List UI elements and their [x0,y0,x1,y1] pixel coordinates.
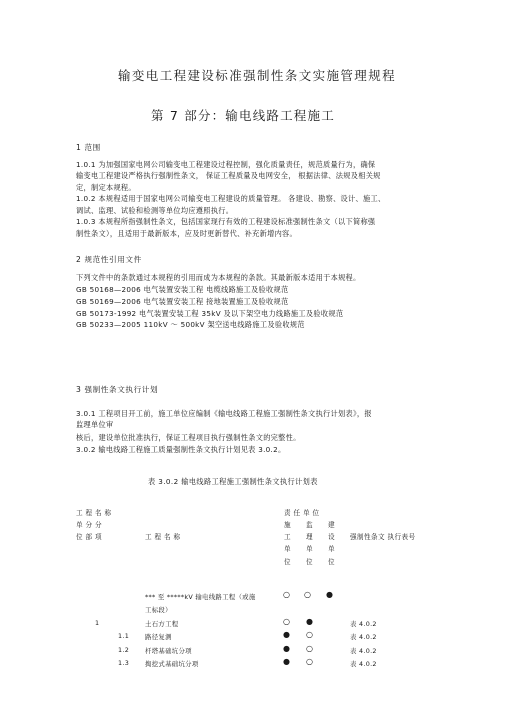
section-2-line-1: 下列文件中的条款通过本规程的引用而成为本规程的条款。其最新版本适用于本规程。 [76,273,361,282]
header-col1-ch3: 单 [284,545,291,553]
header-col2-ch2: 理 [306,533,313,541]
row-mark-construction: ○ [283,617,290,626]
section-1-line-7: 制性条文），且适用于最新版本，应及时更新替代、补充新增内容。 [76,229,298,238]
section-1-line-1: 1.0.1 为加强国家电网公司输变电工程建设过程控制，强化质量责任，规范质量行为，确保 [76,160,376,169]
header-col2-ch1: 监 [306,521,313,529]
row-name: 掏挖式基础坑分项 [145,660,199,668]
header-col3-ch4: 位 [328,558,335,566]
row-code: 1.2 [118,646,130,654]
row-mark-supervision: ○ [306,644,313,653]
document-title: 输变电工程建设标准强制性条文实施管理规程 [118,68,397,83]
row-code: 1.1 [118,632,130,640]
section-1-line-2: 输变电工程建设严格执行强制性条文， 保证工程质量及电网安全， 根据法律、法规及相关规 [76,171,381,180]
row-ref: 表 4.0.2 [350,647,377,655]
row-name: 工标段） [145,606,172,614]
row-mark-supervision: ● [306,617,313,626]
table-header-clause: 强制性条文 执行表号 [350,533,416,541]
section-1-line-5: 调试、监理、试验和检测等单位均应遵照执行。 [76,206,234,215]
section-2-heading: 2 规范性引用文件 [76,255,142,264]
row-mark-construction: ● [283,630,290,639]
header-col3-ch3: 单 [328,545,335,553]
row-name: 土石方工程 [145,620,179,628]
header-col2-ch4: 位 [306,558,313,566]
section-1-line-4: 1.0.2 本规程适用于国家电网公司输变电工程建设的质量管理。 各建设、勘察、设计、施工、 [76,194,386,203]
section-3-line-4: 3.0.2 输电线路工程施工质量强制性条文执行计划见表 3.0.2。 [76,445,286,454]
row-code: 1.3 [118,659,130,667]
section-3-line-1: 3.0.1 工程项目开工前，施工单位应编制《输电线路工程施工强制性条文执行计划表》，报 [76,409,372,418]
section-3-line-2: 监理单位审 [76,420,114,429]
table-header-part-row: 位 部 项 [76,533,102,541]
header-col3-ch2: 设 [328,533,335,541]
header-col1-ch2: 工 [284,533,291,541]
table-header-responsible: 责 任 单 位 [284,509,320,517]
row-mark-supervision: ○ [306,657,313,666]
table-header-col-name: 工 程 名 称 [145,533,181,541]
row-name: *** 至 *****kV 输电线路工程（或施 [145,593,256,601]
table-header-unit-row: 单 分 分 [76,521,102,529]
section-2-ref-1: GB 50168—2006 电气装置安装工程 电缆线路施工及验收规范 [76,285,289,294]
row-mark-construction: ● [283,657,290,666]
section-2-ref-4: GB 50233—2005 110kV ～ 500kV 架空送电线路施工及验收规范 [76,320,305,329]
row-code: 1 [95,619,100,627]
row-ref: 表 4.0.2 [350,660,377,668]
row-mark-supervision: ○ [306,630,313,639]
row-mark-construction: ○ [283,590,290,599]
table-header-project-name: 工 程 名 称 [76,509,112,517]
row-ref: 表 4.0.2 [350,620,377,628]
section-3-line-3: 核后，建设单位批准执行，保证工程项目执行强制性条文的完整性。 [76,433,301,442]
header-col3-ch1: 建 [328,521,335,529]
row-name: 路径复测 [145,633,172,641]
section-1-heading: 1 范围 [76,143,101,152]
row-ref: 表 4.0.2 [350,633,377,641]
section-2-ref-2: GB 50169—2006 电气装置安装工程 接地装置施工及验收规范 [76,297,289,306]
table-caption: 表 3.0.2 输电线路工程施工强制性条文执行计划表 [148,477,318,486]
row-name: 杆塔基础坑分项 [145,647,192,655]
header-col2-ch3: 单 [306,545,313,553]
row-mark-construction: ● [283,644,290,653]
section-3-heading: 3 强制性条文执行计划 [76,385,159,394]
header-col1-ch4: 位 [284,558,291,566]
row-mark-supervision: ○ [304,590,311,599]
header-col1-ch1: 施 [284,521,291,529]
section-1-line-6: 1.0.3 本规程所指强制性条文，包括国家现行有效的工程建设标准强制性条文（以下简称强 [76,217,376,226]
document-subtitle: 第 7 部分：输电线路工程施工 [151,108,335,123]
section-1-line-3: 定，制定本规程。 [76,183,136,192]
row-mark-owner: ● [326,590,333,599]
section-2-ref-3: GB 50173-1992 电气装置安装工程 35kV 及以下架空电力线路施工及验收规范 [76,309,344,318]
